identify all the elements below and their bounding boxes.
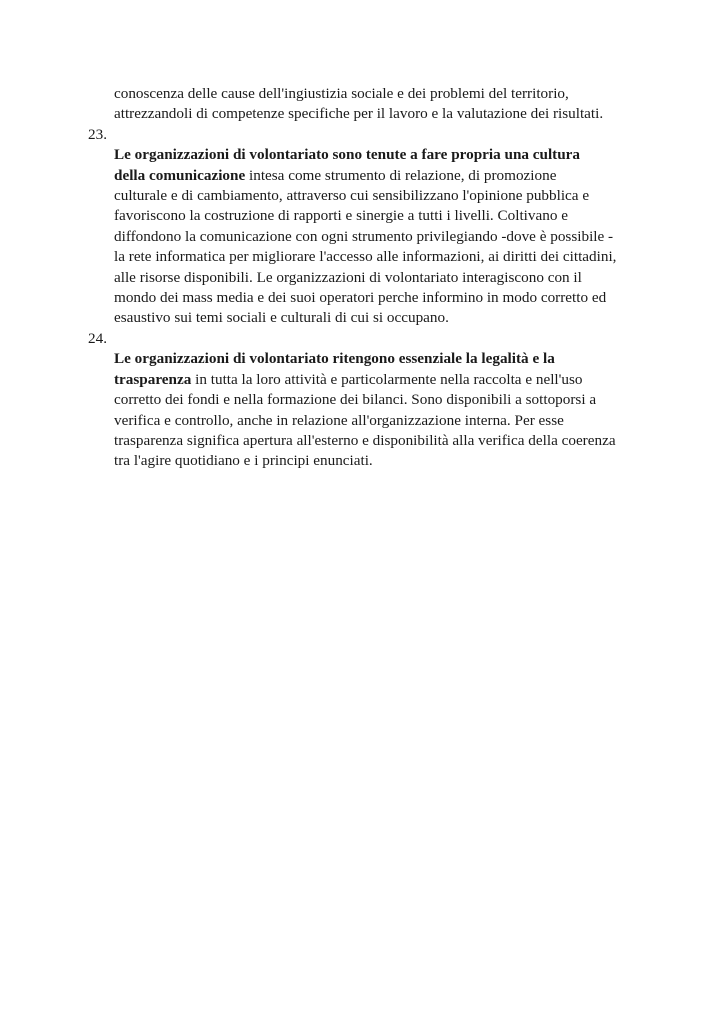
bold-heading: della comunicazione [114,166,246,184]
bold-heading: Le organizzazioni di volontariato sono tenute a fare propria una cultura [114,146,581,164]
intro-paragraph [88,84,678,125]
bold-heading: Le organizzazioni di volontariato ritengono essenziale la legalità e la [114,350,555,368]
item-23-paragraph [88,145,678,329]
text-line: verifica e controllo, anche in relazione all'organizzazione interna. Per esse [114,411,564,429]
text-line [114,166,678,186]
item-24-paragraph [88,349,678,471]
document-page [88,84,678,472]
text-line: mondo dei mass media e dei suoi operatori perche informino in modo corretto ed [114,289,607,307]
text-line [114,145,678,165]
bold-heading: trasparenza [114,370,192,388]
text-line: trasparenza significa apertura all'esterno e disponibilità alla verifica della coerenza [114,431,616,449]
text-line: attrezzandoli di competenze specifiche per il lavoro e la valutazione dei risultati. [114,105,604,123]
body-text: intesa come strumento di relazione, di promozione [245,166,557,184]
text-line: la rete informatica per migliorare l'accesso alle informazioni, ai diritti dei cittadini, [114,248,617,266]
item-number-23: 23. [88,125,107,143]
text-line: corretto dei fondi e nella formazione dei bilanci. Sono disponibili a sottoporsi a [114,391,597,409]
text-line [114,370,678,390]
text-line: tra l'agire quotidiano e i principi enunciati. [114,452,373,470]
body-text: in tutta la loro attività e particolarmente nella raccolta e nell'uso [191,370,583,388]
text-line: culturale e di cambiamento, attraverso cui sensibilizzano l'opinione pubblica e [114,187,590,205]
text-line [114,349,678,369]
text-line: favoriscono la costruzione di rapporti e sinergie a tutti i livelli. Coltivano e [114,207,568,225]
item-number-24: 24. [88,329,107,347]
text-line: esaustivo sui temi sociali e culturali di cui si occupano. [114,309,449,327]
text-line: alle risorse disponibili. Le organizzazioni di volontariato interagiscono con il [114,268,582,286]
text-line: diffondono la comunicazione con ogni strumento privilegiando -dove è possibile - [114,227,614,245]
text-line: conoscenza delle cause dell'ingiustizia sociale e dei problemi del territorio, [114,85,569,102]
